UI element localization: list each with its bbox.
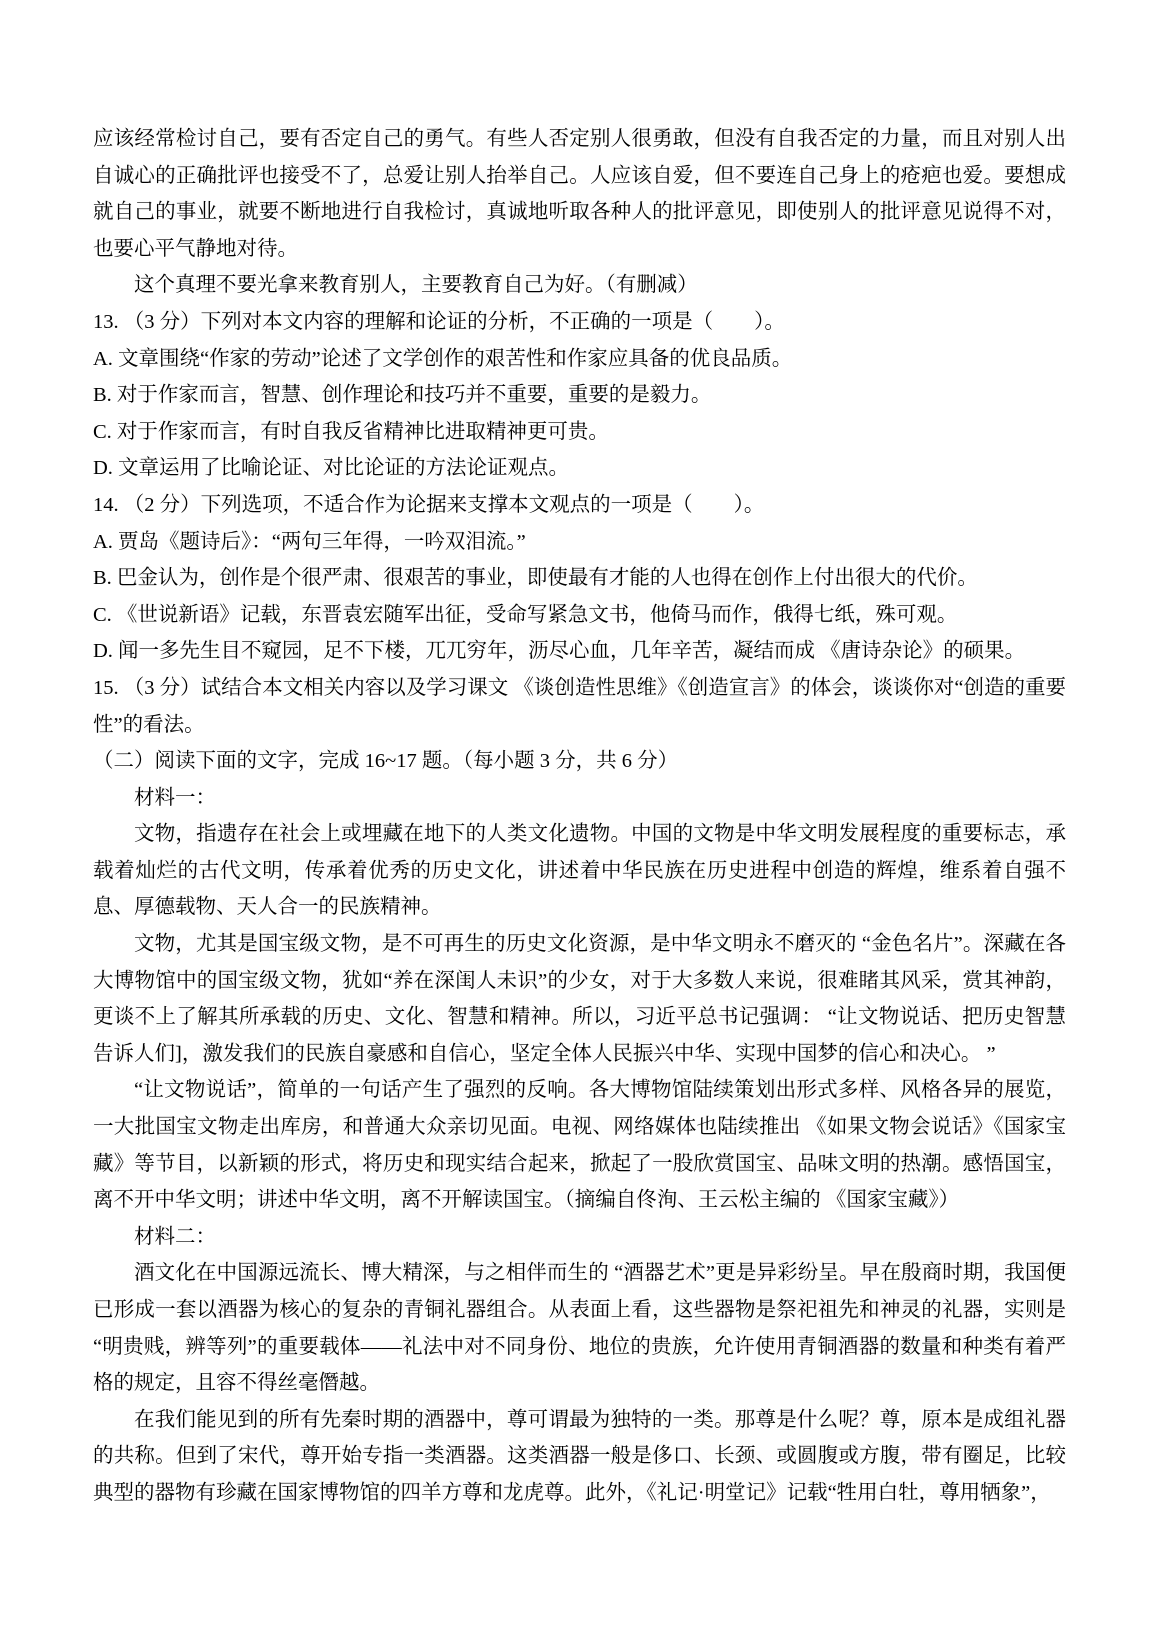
material-one-para-3: “让文物说话”，简单的一句话产生了强烈的反响。各大博物馆陆续策划出形式多样、风格各异的展览，一大批国宝文物走出库房，和普通大众亲切见面。电视、网络媒体也陆续推出 《如果文物会说话》《国家宝藏》等节目，以新颖的形式，将历史和现实结合起来，掀起了一股欣赏国宝、品味文明的热潮。感悟国宝，离不开中华文明；讲述中华文明，离不开解读国宝。（摘编自佟洵、王云松主编的 《国家宝藏》） [93, 1079, 1066, 1212]
question-13-option-c: C. 对于作家而言，有时自我反省精神比进取精神更可贵。 [93, 420, 609, 443]
question-13-option-b: B. 对于作家而言，智慧、创作理论和技巧并不重要，重要的是毅力。 [93, 384, 712, 407]
question-15-stem: 15. （3 分）试结合本文相关内容以及学习课文 《谈创造性思维》《创造宣言》的体会，谈谈你对“创造的重要性”的看法。 [93, 676, 1066, 736]
question-13-option-a: A. 文章围绕“作家的劳动”论述了文学创作的艰苦性和作家应具备的优良品质。 [93, 347, 793, 370]
material-two-para-1: 酒文化在中国源远流长、博大精深，与之相伴而生的 “酒器艺术”更是异彩纷呈。早在殷商时期，我国便已形成一套以酒器为核心的复杂的青铜礼器组合。从表面上看，这些器物是祭祀祖先和神灵的礼器，实则是“明贵贱，辨等列”的重要载体——礼法中对不同身份、地位的贵族，允许使用青铜酒器的数量和种类有着严格的规定，且容不得丝毫僭越。 [93, 1262, 1066, 1395]
material-one-label: 材料一： [134, 786, 216, 809]
question-14-option-c: C. 《世说新语》记载，东晋袁宏随军出征，受命写紧急文书，他倚马而作，俄得七纸，殊可观。 [93, 603, 958, 626]
material-one-para-1: 文物，指遗存在社会上或埋藏在地下的人类文化遗物。中国的文物是中华文明发展程度的重要标志，承载着灿烂的古代文明，传承着优秀的历史文化，讲述着中华民族在历史进程中创造的辉煌，维系着自强不息、厚德载物、天人合一的民族精神。 [93, 823, 1066, 919]
question-13-option-d: D. 文章运用了比喻论证、对比论证的方法论证观点。 [93, 457, 570, 480]
passage-closing-line: 这个真理不要光拿来教育别人，主要教育自己为好。（有删减） [134, 274, 698, 297]
section-two-header: （二）阅读下面的文字，完成 16~17 题。（每小题 3 分，共 6 分） [93, 750, 679, 773]
material-one-para-2: 文物，尤其是国宝级文物，是不可再生的历史文化资源，是中华文明永不磨灭的 “金色名片”。深藏在各大博物馆中的国宝级文物，犹如“养在深闺人未识”的少女，对于大多数人来说，很难睹其风采，赏其神韵，更谈不上了解其所承载的历史、文化、智慧和精神。所以，习近平总书记强调： “让文物说话、把历史智慧告诉人们]，激发我们的民族自豪感和自信心，坚定全体人民振兴中华、实现中国梦的信心和决心。 ” [93, 933, 1066, 1065]
material-two-para-2: 在我们能见到的所有先秦时期的酒器中，尊可谓最为独特的一类。那尊是什么呢？尊，原本是成组礼器的共称。但到了宋代，尊开始专指一类酒器。这类酒器一般是侈口、长颈、或圆腹或方腹，带有圈足，比较典型的器物有珍藏在国家博物馆的四羊方尊和龙虎尊。此外，《礼记·明堂记》记载“牲用白牡，尊用牺象”， [93, 1408, 1066, 1504]
question-14-stem: 14. （2 分）下列选项，不适合作为论据来支撑本文观点的一项是（ ）。 [93, 493, 765, 516]
question-14-option-b: B. 巴金认为，创作是个很严肃、很艰苦的事业，即使最有才能的人也得在创作上付出很大的代价。 [93, 567, 978, 590]
material-two-label: 材料二： [134, 1225, 216, 1248]
passage-body-continued: 应该经常检讨自己，要有否定自己的勇气。有些人否定别人很勇敢，但没有自我否定的力量，而且对别人出自诚心的正确批评也接受不了，总爱让别人抬举自己。人应该自爱，但不要连自己身上的疮疤也爱。要想成就自己的事业，就要不断地进行自我检讨，真诚地听取各种人的批评意见，即使别人的批评意见说得不对，也要心平气静地对待。 [93, 128, 1066, 260]
question-14-option-d: D. 闻一多先生目不窥园，足不下楼，兀兀穷年，沥尽心血，几年辛苦，凝结而成 《唐诗杂论》的硕果。 [93, 640, 1026, 663]
document-content [93, 121, 1066, 1512]
question-13-stem: 13. （3 分）下列对本文内容的理解和论证的分析，不正确的一项是（ ）。 [93, 310, 785, 333]
question-14-option-a: A. 贾岛《题诗后》：“两句三年得，一吟双泪流。” [93, 530, 526, 553]
